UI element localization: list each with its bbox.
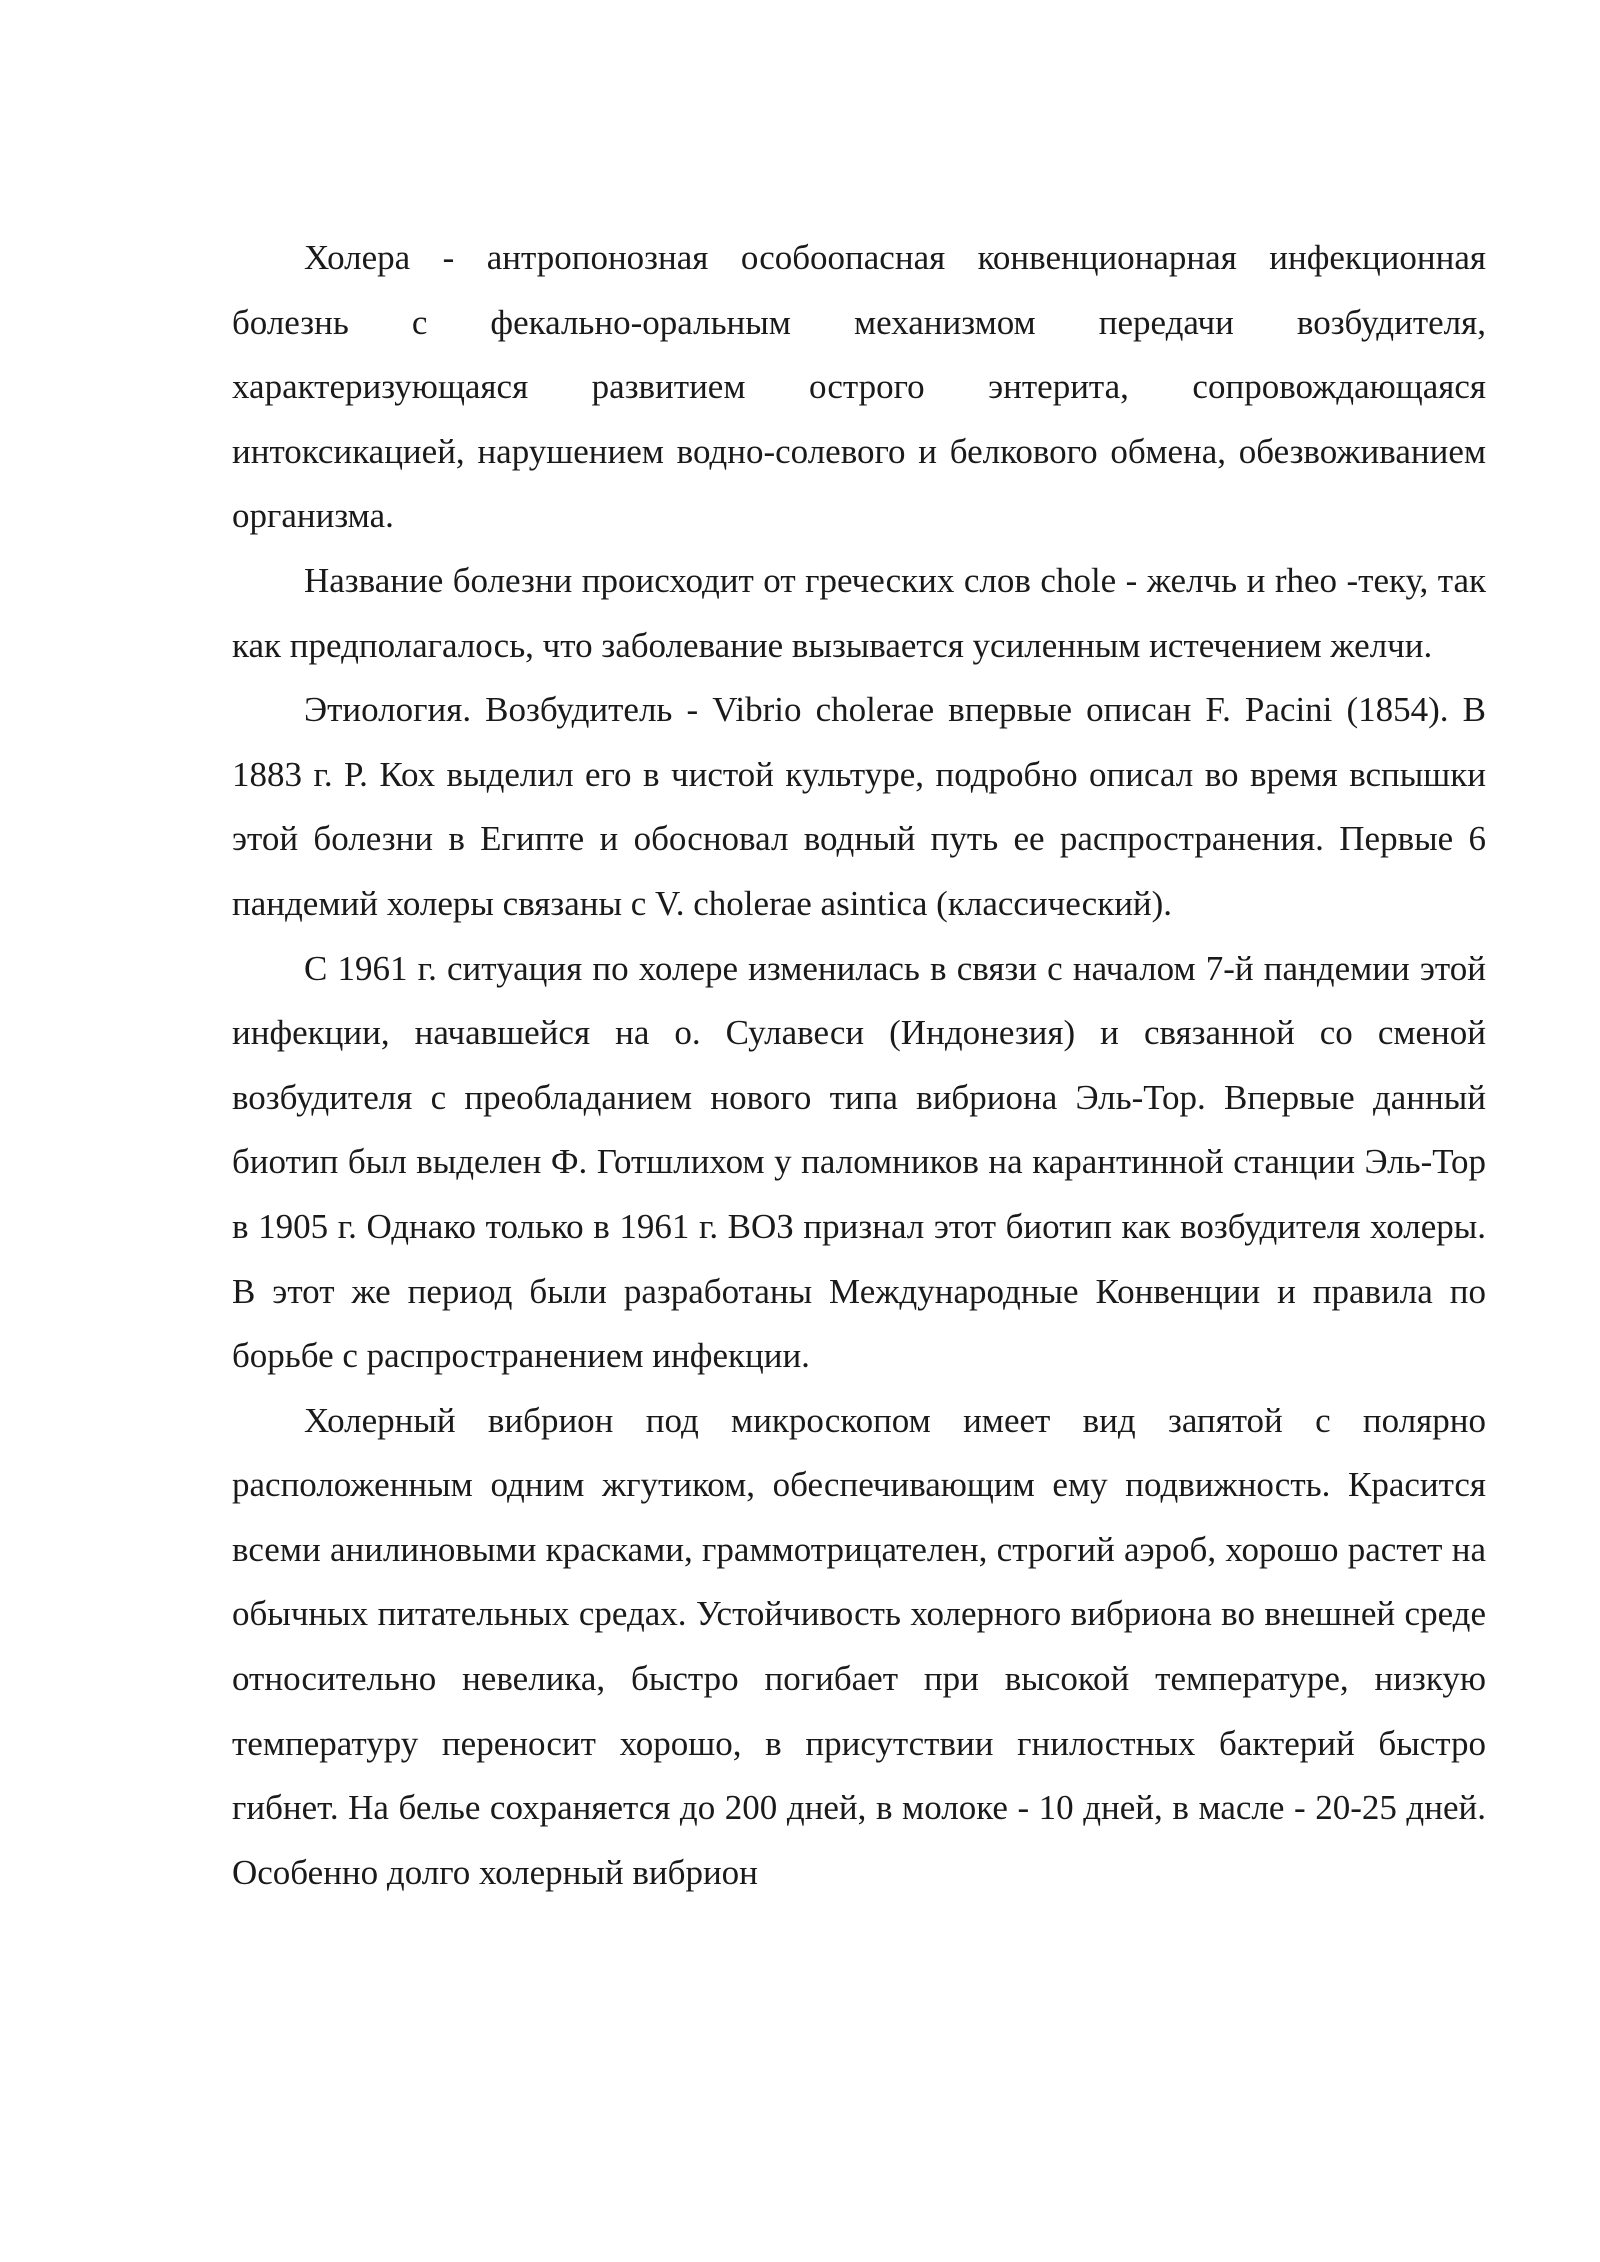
paragraph-etymology: Название болезни происходит от греческих слов chole - желчь и rheo -теку, так как предполагалось, что заболевание вызывается усиленным истечением желчи. — [232, 560, 1486, 665]
paragraph-etiology: Этиология. Возбудитель - Vibrio cholerae впервые описан F. Pacini (1854). В 1883 г. Р. Кох выделил его в чистой культуре, подробно описал во время вспышки этой болезни в Египте и обосновал водный путь ее распространения. Первые 6 пандемий холеры связаны с V. cholerae asintica (классический). — [232, 690, 1486, 923]
paragraph-vibrio-description: Холерный вибрион под микроскопом имеет вид запятой с полярно расположенным одним жгутиком, обеспечивающим ему подвижность. Красится всеми анилиновыми красками, граммотрицателен, строгий аэроб, хорошо растет на обычных питательных средах. Устойчивость холерного вибриона во внешней среде относительно невелика, быстро погибает при высокой температуре, низкую температуру переносит хорошо, в присутствии гнилостных бактерий быстро гибнет. На белье сохраняется до 200 дней, в молоке - 10 дней, в масле - 20-25 дней. Особенно долго холерный вибрион — [232, 1400, 1486, 1892]
paragraph-definition: Холера - антропонозная особоопасная конвенционарная инфекционная болезнь с фекально-оральным механизмом передачи возбудителя, характеризующаяся развитием острого энтерита, сопровождающаяся интоксикацией, нарушением водно-солевого и белкового обмена, обезвоживанием организма. — [232, 238, 1486, 536]
paragraph-seventh-pandemic: С 1961 г. ситуация по холере изменилась в связи с началом 7-й пандемии этой инфекции, начавшейся на о. Сулавеси (Индонезия) и связанной со сменой возбудителя с преобладанием нового типа вибриона Эль-Тор. Впервые данный биотип был выделен Ф. Готшлихом у паломников на карантинной станции Эль-Тор в 1905 г. Однако только в 1961 г. ВОЗ признал этот биотип как возбудителя холеры. В этот же период были разработаны Международные Конвенции и правила по борьбе с распространением инфекции. — [232, 948, 1486, 1376]
document-body — [232, 226, 1486, 1905]
